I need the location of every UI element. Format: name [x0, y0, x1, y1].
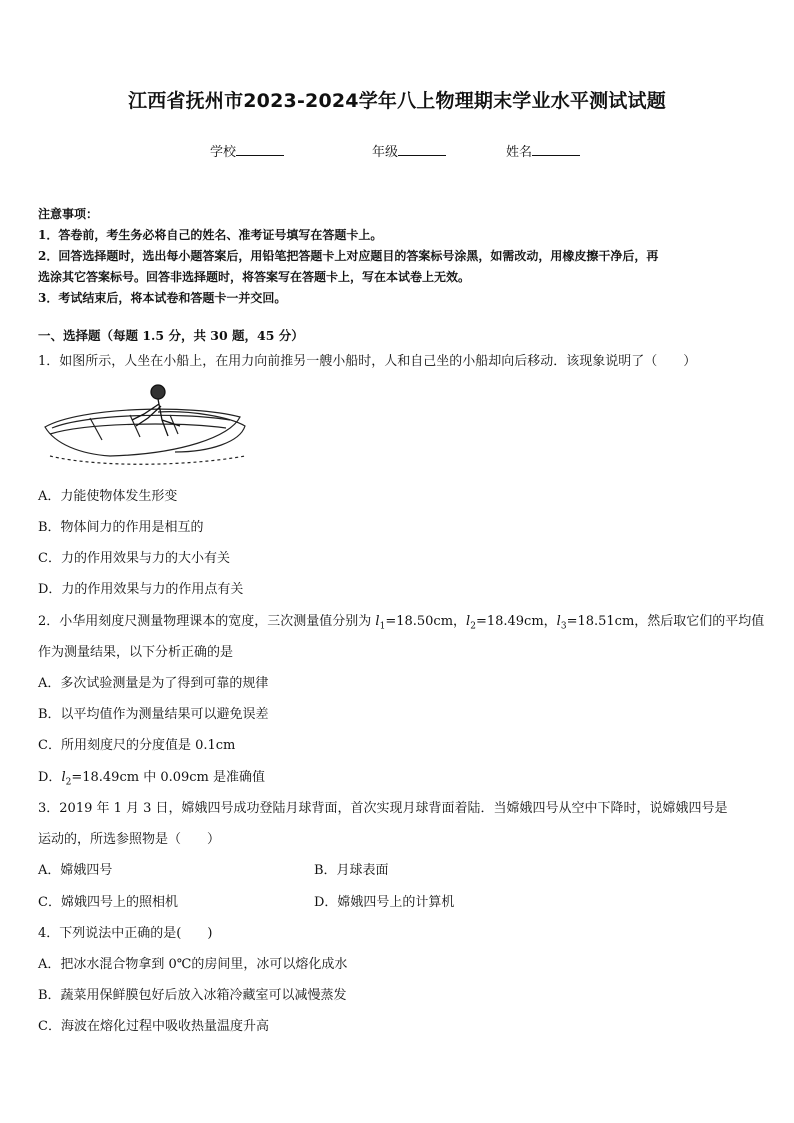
q2-value-3: =18.51cm，然后取它们的平均值 [566, 614, 765, 629]
note-line: 2．回答选择题时，选出每小题答案后，用铅笔把答题卡上对应题目的答案标号涂黑，如需改动，用橡皮擦干净后，再 [38, 249, 659, 263]
note-line: 1．答卷前，考生务必将自己的姓名、准考证号填写在答题卡上。 [38, 228, 383, 242]
q4-option-a: A．把冰水混合物拿到 0℃的房间里，冰可以熔化成水 [38, 957, 348, 972]
q2-option-c: C．所用刻度尺的分度值是 0.1cm [38, 738, 236, 753]
q2-stem-line1 [38, 612, 765, 637]
notes-heading: 注意事项： [38, 207, 99, 221]
grade-field [372, 141, 446, 160]
q1-option-d: D．力的作用效果与力的作用点有关 [38, 582, 244, 597]
subscript: 1 [379, 621, 386, 632]
l-symbol: l [556, 614, 561, 629]
q3-stem-line2: 运动的，所选参照物是（ ） [38, 832, 221, 847]
q2-option-d-text: =18.49cm 中 0.09cm 是准确值 [71, 770, 266, 785]
q3-option-a: A．嫦娥四号 [38, 863, 113, 878]
q2-option-a: A．多次试验测量是为了得到可靠的规律 [38, 676, 269, 691]
q2-option-d [38, 768, 760, 793]
q3-option-d: D．嫦娥四号上的计算机 [314, 895, 455, 910]
l-symbol: l [466, 614, 471, 629]
q4-option-c: C．海波在熔化过程中吸收热量温度升高 [38, 1019, 269, 1034]
q3-option-b: B．月球表面 [314, 863, 389, 878]
subscript: 3 [560, 621, 567, 632]
q2-value-1: =18.50cm， [385, 614, 467, 629]
q3-option-c: C．嫦娥四号上的照相机 [38, 895, 178, 910]
q4-option-b: B．蔬菜用保鲜膜包好后放入冰箱冷藏室可以减慢蒸发 [38, 988, 347, 1003]
notes-block [38, 204, 760, 309]
q2-value-2: =18.49cm， [475, 614, 557, 629]
school-blank [236, 143, 284, 156]
l-symbol: l [61, 770, 66, 785]
q2-option-d-prefix: D． [38, 770, 62, 785]
q1-option-c: C．力的作用效果与力的大小有关 [38, 551, 230, 566]
grade-label: 年级 [372, 145, 399, 160]
name-field [506, 141, 580, 160]
q1-option-b: B．物体间力的作用是相互的 [38, 520, 204, 535]
section-heading: 一、选择题（每题 1.5 分，共 30 题，45 分） [38, 328, 304, 343]
q2-stem-line2: 作为测量结果，以下分析正确的是 [38, 645, 234, 660]
school-field [210, 141, 284, 160]
exam-title: 江西省抚州市2023-2024学年八上物理期末学业水平测试试题 [128, 90, 666, 112]
name-blank [532, 143, 580, 156]
school-label: 学校 [210, 145, 237, 160]
subscript: 2 [65, 777, 72, 788]
name-label: 姓名 [506, 145, 533, 160]
q2-option-b: B．以平均值作为测量结果可以避免误差 [38, 707, 269, 722]
l-symbol: l [375, 614, 380, 629]
note-line: 3．考试结束后，将本试卷和答题卡一并交回。 [38, 291, 287, 305]
q1-option-a: A．力能使物体发生形变 [38, 489, 178, 504]
boat-illustration [40, 382, 250, 472]
grade-blank [398, 143, 446, 156]
note-line: 选涂其它答案标号。回答非选择题时，将答案写在答题卡上，写在本试卷上无效。 [38, 270, 471, 284]
boat-left-hull [45, 409, 240, 456]
q2-stem-text: 2．小华用刻度尺测量物理课本的宽度，三次测量值分别为 [38, 614, 376, 629]
q3-stem-line1: 3．2019 年 1 月 3 日，嫦娥四号成功登陆月球背面，首次实现月球背面着陆．当嫦娥四号从空中下降时，说嫦娥四号是 [38, 801, 728, 816]
q1-stem: 1．如图所示，人坐在小船上，在用力向前推另一艘小船时，人和自己坐的小船却向后移动．该现象说明了（ ） [38, 354, 697, 369]
subscript: 2 [470, 621, 476, 632]
person-figure [132, 385, 180, 436]
q4-stem: 4．下列说法中正确的是( ) [38, 926, 213, 941]
